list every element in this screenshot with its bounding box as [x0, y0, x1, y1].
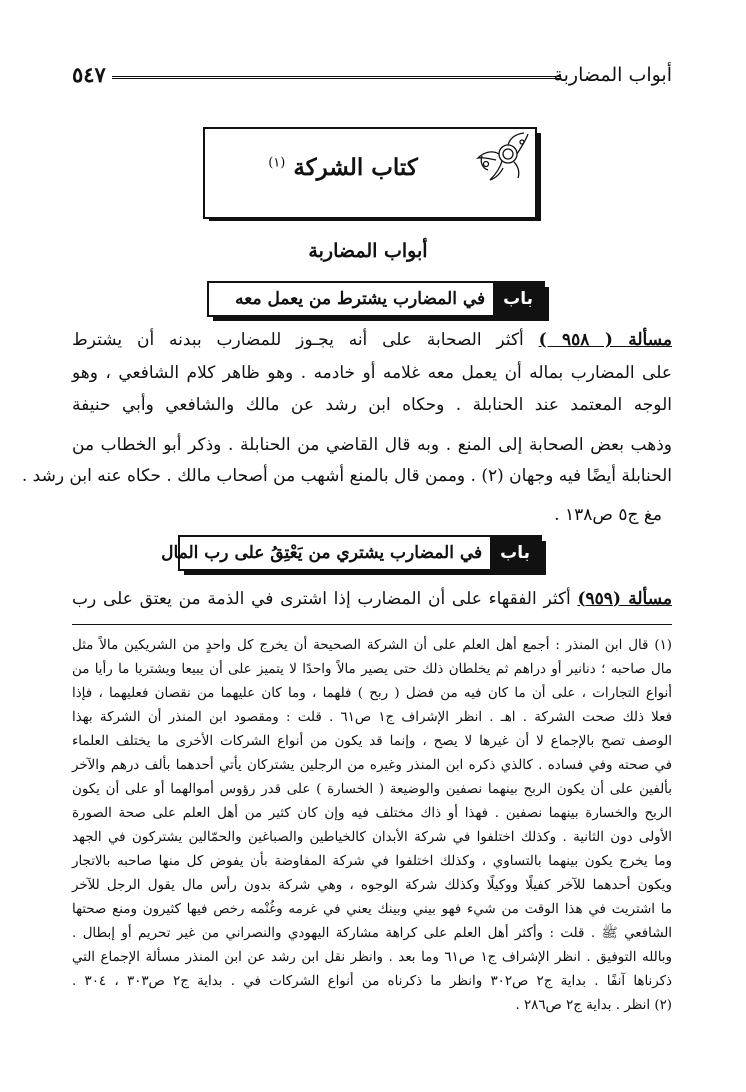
footnote-line: الوصف تصح بالإجماع لا أن غيرها لا يصح ، وإنما قد يكون من أنواع الشركات الأخرى ما يختلف العلماء [72, 734, 672, 749]
body-line [72, 392, 672, 418]
chapter-title: في المضارب يشترط من يعمل معه [235, 289, 486, 309]
header-rule [112, 76, 560, 79]
footnote-line: الربح والخسارة بينهما نصفين . فهذا أو ذاك مختلف فيه وإن كان كثير من أهل العلم على صحة الصورة [72, 806, 672, 821]
body-line [72, 327, 672, 353]
footnote-line: وما يخرج يكون بينهما بالتساوي ، وكذلك اختلفوا في شركة المفاوضة بأن يفوض كل منها صاحبه بالاتجار [72, 854, 672, 869]
footnote-line: الأولى دون الثانية . وكذلك اختلفوا في شركة الأبدان كالخياطين والصباغين والحمّالين يشتركون في الجهد [72, 830, 672, 845]
footnote-line: أنواع التجارات ، على أن ما كان فيه من فضل ( ربح ) فلهما ، وما كان عليهما من نقصان فعليهما ، فإذا [72, 686, 672, 701]
line-text: الوجه المعتمد عند الحنابلة . وحكاه ابن رشد عن مالك والشافعي وأبي حنيفة [72, 395, 672, 415]
chapter-tag: باب [493, 283, 543, 315]
body-line [21, 463, 672, 489]
chapter-title: في المضارب يشتري من يَعْتِقُ على رب المال [161, 543, 483, 563]
book-title [203, 154, 483, 181]
running-title: أبواب المضاربة [553, 64, 672, 86]
footnote-line: الشافعي ﷺ . قلت : وأكثر أهل العلم على كراهة مشاركة اليهودي والنصراني من غير تحريم أو إبطال . [72, 926, 672, 941]
body-line [72, 360, 672, 386]
chapter-heading-1 [207, 281, 545, 317]
issue-number: مسألة ( ٩٥٨ ) [538, 330, 672, 350]
footnote-line: في صحته وفي فساده . كالذي ذكره ابن المنذر وغيره من الرجلين يشتركان يأتي أحدهما بألف درهم والآخر [72, 758, 672, 773]
running-header [72, 62, 672, 92]
footnote-line: (٢) انظر . بداية ج٢ ص٢٨٦ . [515, 998, 672, 1013]
chapter-tag: باب [490, 537, 540, 569]
footnote-line: ذكرناها آنفًا . بداية ج٢ ص٣٠٢ وانظر ما ذكرناه من أنواع الشركات في . بداية ج٢ ص٣٠٣ ، ٣٠٤ . [72, 974, 673, 989]
body-line [62, 502, 662, 528]
footnote-line: ويكون أحدهما للآخر كفيلًا ووكيلًا وكذلك شركة الوجوه ، وهي شركة بدون رأس مال يقول الرجل للآخر [72, 878, 672, 893]
book-title-text: كتاب الشركة [293, 154, 418, 181]
body-line [72, 586, 672, 612]
line-text: الحنابلة أيضًا فيه وجهان (٢) . وممن قال بالمنع أشهب من أصحاب مالك . حكاه عنه ابن رشد . [21, 466, 672, 486]
footnote-line: ما اشتريت في هذا الوقت من شيء فهو بيني وبينك يعني في غرمه وغُنْمه رخص فيها كثيرون ومنع صحتها [72, 902, 672, 917]
page-number: ٥٤٧ [72, 62, 106, 87]
footnote-line: (١) قال ابن المنذر : أجمع أهل العلم على أن الشركة الصحيحة أن يخرج كل واحدٍ من الشريكين مالاً مثل [72, 638, 672, 653]
footnote-separator [72, 624, 672, 625]
issue-number: مسألة (٩٥٩) [577, 589, 672, 609]
footnote-line: فعلا ذلك صحت الشركة . اهـ . انظر الإشراف ج١ ص٦١ . قلت : ومقصود ابن المنذر أن الشركة بهذا [72, 710, 672, 725]
footnote-line: بألفين على أن يكون الربح بينهما نصفين والوضيعة ( الخسارة ) على قدر رؤوس أموالهما أو على أن يكون [72, 782, 672, 797]
footnote-ref: (١) [268, 155, 286, 171]
line-text: على المضارب بماله أن يعمل معه غلامه أو خادمه . وهو ظاهر كلام الشافعي ، وهو [72, 363, 672, 383]
reference: مغ ج٥ ص١٣٨ . [554, 505, 662, 525]
line-text: أكثر الصحابة على أنه يجـوز للمضارب ببدنه أن يشترط [72, 330, 524, 350]
body-line [72, 432, 672, 458]
footnote-line: مال صاحبه ؛ دنانير أو دراهم ثم يخلطان ذلك حتى يصير مالاً واحدًا لا يتميز على أن يبيعا ويشتريا ما رأيا من [72, 662, 672, 677]
line-text: أكثر الفقهاء على أن المضارب إذا اشترى في الذمة من يعتق على رب [72, 589, 571, 609]
section-title: أبواب المضاربة [308, 240, 428, 262]
footnote-line: وبالله التوفيق . انظر الإشراف ج١ ص٦١ وما بعد . وانظر نقل ابن رشد عن ابن المنذر مسألة الإجماع التي [72, 950, 672, 965]
chapter-heading-2 [161, 535, 542, 571]
line-text: وذهب بعض الصحابة إلى المنع . وبه قال القاضي من الحنابلة . وذكر أبو الخطاب من [72, 435, 672, 455]
